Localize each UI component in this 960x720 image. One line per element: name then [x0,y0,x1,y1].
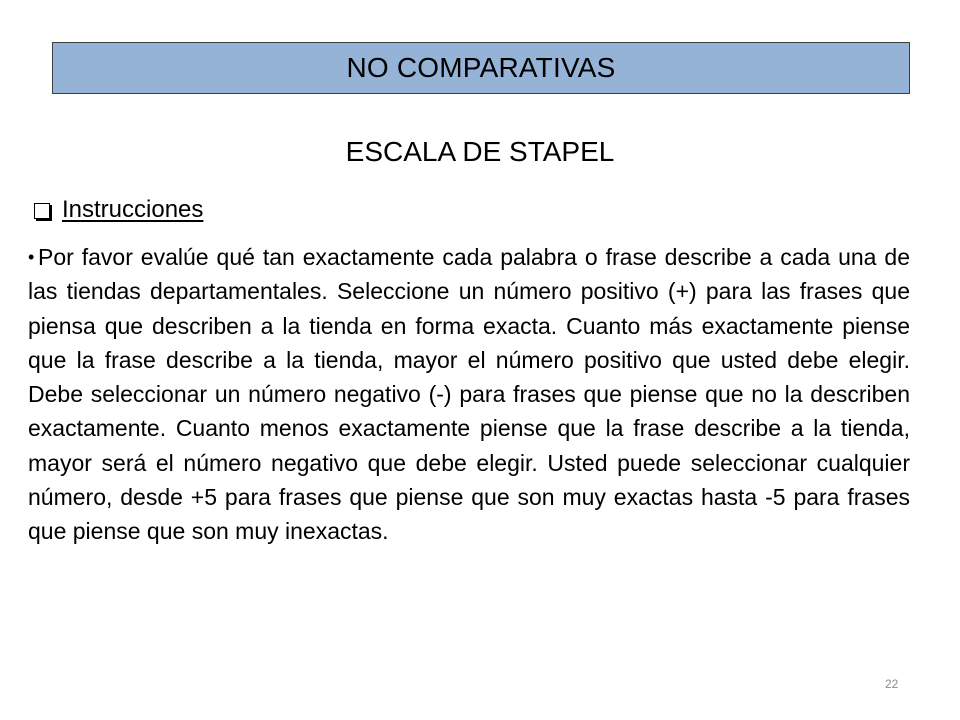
banner-title: NO COMPARATIVAS [346,52,616,83]
section-heading-label: Instrucciones [62,196,204,223]
instructions-paragraph [28,240,910,549]
instructions-text: Por favor evalúe qué tan exactamente cada palabra o frase describe a cada una de las tiendas departamentales. Seleccione un número positivo (+) para las frases que piensa que describen a la tienda en forma exacta. Cuanto más exactamente piense que la frase describe a la tienda, mayor el número positivo que usted debe elegir. Debe seleccionar un número negativo (-) para frases que piense que no la describen exactamente. Cuanto menos exactamente piense que la frase describe a la tienda, mayor será el número negativo que debe elegir. Usted puede seleccionar cualquier número, desde +5 para frases que piense que son muy exactas hasta -5 para frases que piense que son muy inexactas. [28,244,910,545]
bullet-dot-icon: • [28,247,35,267]
title-banner [52,42,910,94]
page-number: 22 [885,677,899,691]
section-heading [34,196,203,224]
slide-subtitle: ESCALA DE STAPEL [345,136,615,167]
checkbox-square-icon [34,203,50,219]
